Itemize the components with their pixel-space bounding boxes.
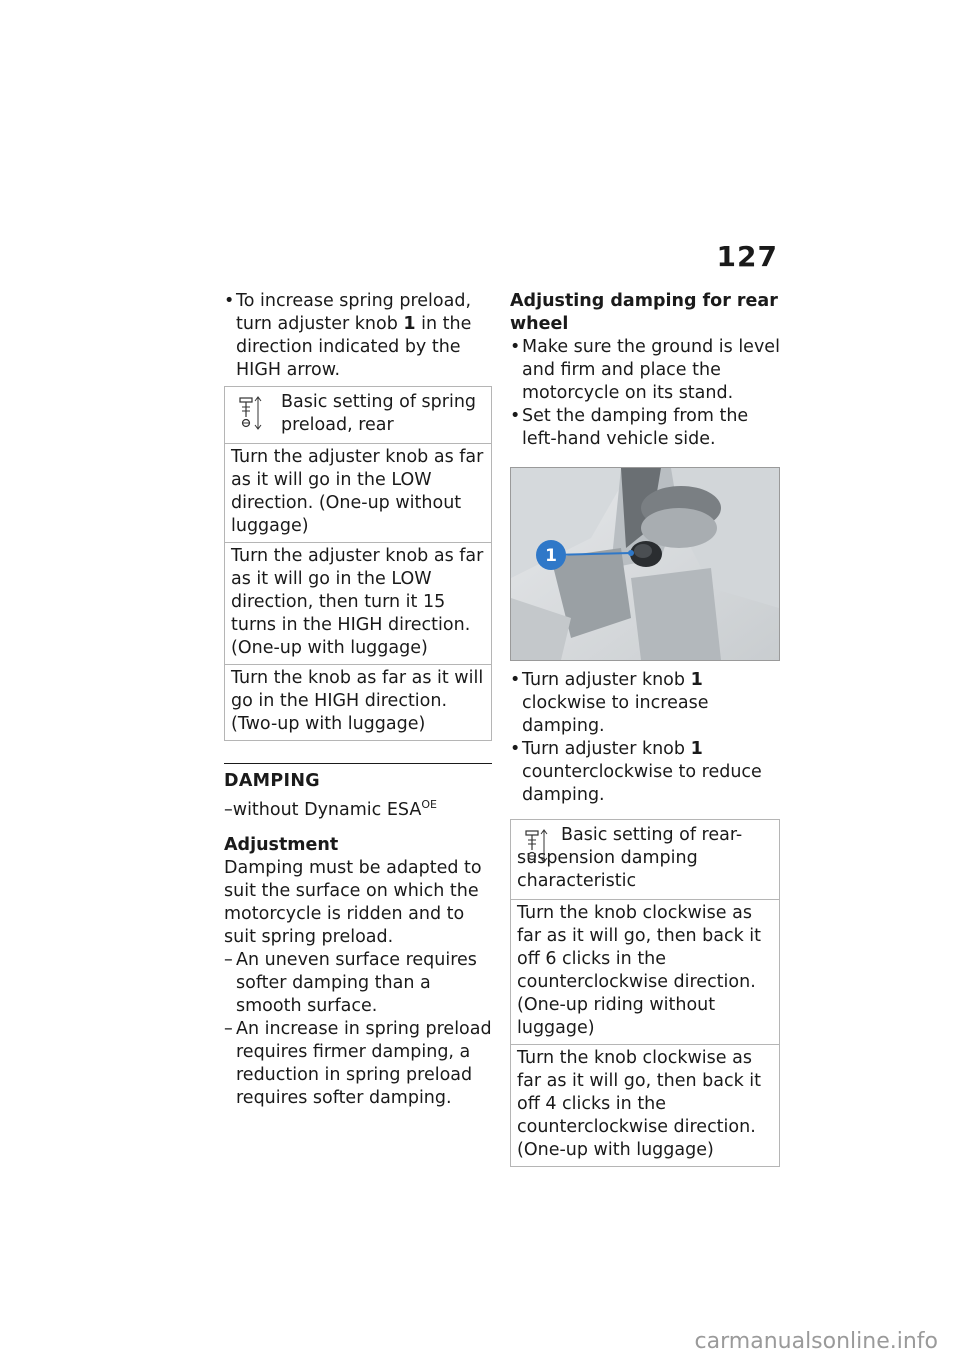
watermark: carmanualsonline.info bbox=[694, 1329, 938, 1354]
setting-row: Turn the knob clockwise as far as it will go, then back it off 4 clicks in the counterclockwise direction. (One-up with luggage) bbox=[511, 1044, 779, 1166]
adjustment-heading: Adjustment bbox=[224, 835, 339, 855]
damping-setting-box bbox=[510, 819, 780, 1167]
bullet-item: • Make sure the ground is level and firm and place the motorcycle on its stand. bbox=[510, 336, 780, 405]
callout-number: 1 bbox=[545, 546, 557, 566]
setting-row: Turn the adjuster knob as far as it will go in the LOW direction. (One-up without luggage) bbox=[225, 443, 491, 542]
bullet-text: counterclockwise to reduce damping. bbox=[522, 762, 762, 805]
adjuster-knob bbox=[630, 541, 662, 567]
setting-row: Turn the adjuster knob as far as it will go in the LOW direction, then turn it 15 turns in the HIGH direction. (One-up with luggage) bbox=[225, 542, 491, 664]
suspension-setting-icon bbox=[523, 828, 549, 864]
damping-adjuster-photo bbox=[510, 467, 780, 661]
bullet-increase-preload bbox=[224, 290, 492, 382]
variant-sup: OE bbox=[421, 798, 437, 812]
variant-text: –without Dynamic ESA bbox=[224, 800, 422, 820]
bullet-text: clockwise to increase damping. bbox=[522, 693, 709, 736]
damping-heading: Adjusting damping for rear wheel bbox=[510, 291, 778, 334]
callout-ref: 1 bbox=[690, 670, 703, 690]
right-column bbox=[510, 290, 780, 1167]
dash-item: – An increase in spring preload requires firmer damping, a reduction in spring preload requires softer damping. bbox=[224, 1018, 492, 1110]
callout-ref: 1 bbox=[690, 739, 703, 759]
callout-ref: 1 bbox=[403, 314, 416, 334]
bullet-text: To increase spring preload, turn adjuster knob bbox=[236, 291, 472, 334]
setting-box-header bbox=[511, 820, 779, 899]
variant-note bbox=[224, 799, 492, 822]
bullet-text: Turn adjuster knob bbox=[522, 670, 691, 690]
setting-box-title: Basic setting of spring preload, rear bbox=[281, 392, 477, 435]
setting-row: Turn the knob clockwise as far as it will go, then back it off 6 clicks in the counterclockwise direction. (One-up riding without luggage) bbox=[511, 899, 779, 1044]
section-title: DAMPING bbox=[224, 771, 320, 791]
setting-box-title: Basic setting of rear-suspension damping characteristic bbox=[517, 825, 743, 891]
bullet-clockwise bbox=[510, 669, 780, 738]
preload-setting-box bbox=[224, 386, 492, 741]
setting-box-header bbox=[225, 387, 491, 443]
bullet-counterclockwise bbox=[510, 738, 780, 807]
left-column bbox=[224, 290, 492, 1110]
page-number: 127 bbox=[716, 240, 778, 273]
bullet-item: • Set the damping from the left-hand vehicle side. bbox=[510, 405, 780, 451]
adjuster-illustration bbox=[511, 468, 779, 660]
dash-item: – An uneven surface requires softer damping than a smooth surface. bbox=[224, 949, 492, 1018]
suspension-setting-icon bbox=[237, 395, 263, 431]
bullet-text: Turn adjuster knob bbox=[522, 739, 691, 759]
section-divider bbox=[224, 763, 492, 764]
adjustment-paragraph: Damping must be adapted to suit the surface on which the motorcycle is ridden and to suit spring preload. bbox=[224, 858, 482, 947]
setting-row: Turn the knob as far as it will go in the HIGH direction. (Two-up with luggage) bbox=[225, 664, 491, 740]
bullet-text: in the direction indicated by the HIGH arrow. bbox=[236, 314, 472, 380]
